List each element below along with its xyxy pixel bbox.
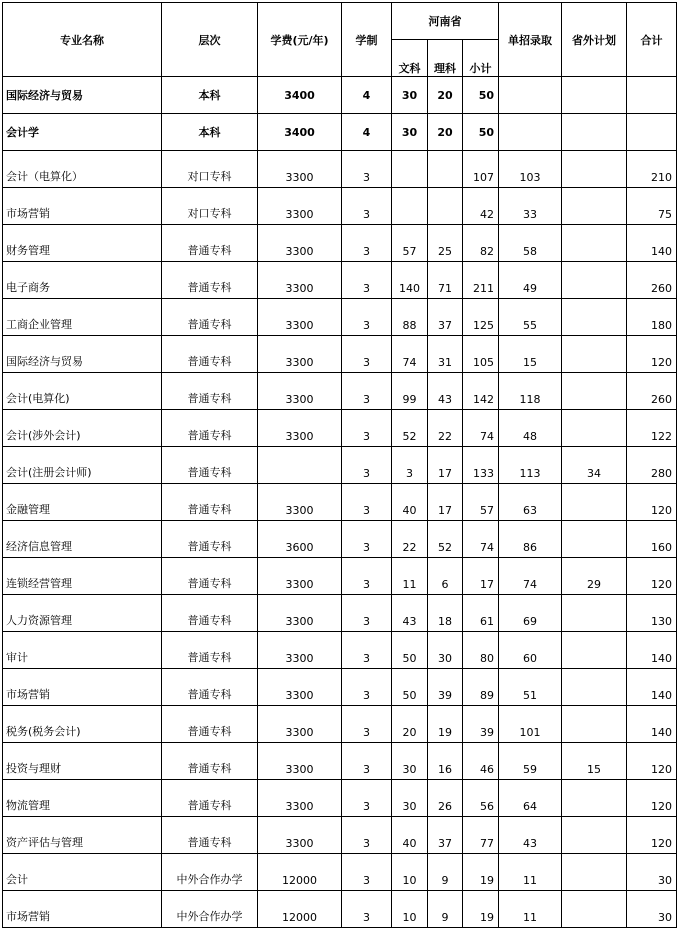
cell-science: 18 [428, 595, 463, 632]
cell-single: 69 [499, 595, 562, 632]
cell-fee: 3400 [258, 114, 342, 151]
table-body [3, 77, 677, 928]
cell-level: 普通专科 [162, 262, 258, 299]
table-row [3, 595, 677, 632]
table-row [3, 521, 677, 558]
cell-level: 普通专科 [162, 632, 258, 669]
header-subtotal: 小计 [463, 40, 499, 77]
cell-fee: 3300 [258, 410, 342, 447]
table-row [3, 743, 677, 780]
table-row [3, 484, 677, 521]
table-row [3, 299, 677, 336]
cell-fee: 3300 [258, 225, 342, 262]
cell-major: 会计(涉外会计) [3, 410, 162, 447]
cell-single: 11 [499, 891, 562, 928]
cell-single: 60 [499, 632, 562, 669]
table-row [3, 447, 677, 484]
cell-science: 37 [428, 817, 463, 854]
cell-single: 55 [499, 299, 562, 336]
table-row [3, 336, 677, 373]
cell-level: 普通专科 [162, 299, 258, 336]
cell-total: 280 [627, 447, 677, 484]
cell-major: 会计(注册会计师) [3, 447, 162, 484]
cell-total: 30 [627, 891, 677, 928]
header-arts: 文科 [392, 40, 428, 77]
cell-single: 101 [499, 706, 562, 743]
cell-subtotal: 50 [463, 77, 499, 114]
cell-subtotal: 77 [463, 817, 499, 854]
header-total: 合计 [627, 3, 677, 77]
cell-fee: 3300 [258, 188, 342, 225]
cell-subtotal: 50 [463, 114, 499, 151]
cell-out-province [562, 706, 627, 743]
cell-major: 会计（电算化） [3, 151, 162, 188]
cell-level: 普通专科 [162, 558, 258, 595]
cell-total: 122 [627, 410, 677, 447]
table-row [3, 706, 677, 743]
cell-subtotal: 42 [463, 188, 499, 225]
cell-single: 51 [499, 669, 562, 706]
cell-science: 9 [428, 891, 463, 928]
cell-out-province [562, 188, 627, 225]
cell-out-province [562, 632, 627, 669]
cell-fee: 3300 [258, 595, 342, 632]
table-row [3, 410, 677, 447]
cell-major: 国际经济与贸易 [3, 77, 162, 114]
cell-fee [258, 447, 342, 484]
cell-subtotal: 57 [463, 484, 499, 521]
cell-science: 52 [428, 521, 463, 558]
cell-arts: 10 [392, 854, 428, 891]
table-row [3, 151, 677, 188]
cell-out-province [562, 595, 627, 632]
cell-subtotal: 61 [463, 595, 499, 632]
cell-out-province [562, 151, 627, 188]
cell-out-province [562, 410, 627, 447]
cell-years: 3 [342, 151, 392, 188]
cell-science: 6 [428, 558, 463, 595]
cell-major: 国际经济与贸易 [3, 336, 162, 373]
cell-science: 43 [428, 373, 463, 410]
cell-science: 39 [428, 669, 463, 706]
cell-out-province [562, 336, 627, 373]
table-row [3, 817, 677, 854]
cell-single: 63 [499, 484, 562, 521]
cell-years: 3 [342, 373, 392, 410]
cell-total: 160 [627, 521, 677, 558]
cell-total: 260 [627, 262, 677, 299]
cell-total: 140 [627, 225, 677, 262]
table-row [3, 77, 677, 114]
cell-out-province: 29 [562, 558, 627, 595]
cell-major: 人力资源管理 [3, 595, 162, 632]
cell-years: 3 [342, 447, 392, 484]
cell-major: 电子商务 [3, 262, 162, 299]
cell-science: 22 [428, 410, 463, 447]
cell-single: 11 [499, 854, 562, 891]
cell-years: 3 [342, 521, 392, 558]
cell-years: 3 [342, 410, 392, 447]
cell-total [627, 114, 677, 151]
cell-science: 71 [428, 262, 463, 299]
cell-science: 16 [428, 743, 463, 780]
cell-single: 74 [499, 558, 562, 595]
cell-single: 15 [499, 336, 562, 373]
cell-total: 130 [627, 595, 677, 632]
cell-level: 中外合作办学 [162, 854, 258, 891]
cell-out-province [562, 817, 627, 854]
cell-out-province [562, 891, 627, 928]
cell-arts: 43 [392, 595, 428, 632]
cell-years: 3 [342, 225, 392, 262]
cell-arts: 10 [392, 891, 428, 928]
cell-major: 金融管理 [3, 484, 162, 521]
cell-total: 120 [627, 743, 677, 780]
cell-science: 17 [428, 484, 463, 521]
table-row [3, 114, 677, 151]
cell-fee: 3300 [258, 669, 342, 706]
table-row [3, 558, 677, 595]
table-row [3, 262, 677, 299]
cell-arts: 30 [392, 743, 428, 780]
cell-total: 180 [627, 299, 677, 336]
cell-subtotal: 133 [463, 447, 499, 484]
header-fee: 学费(元/年) [258, 3, 342, 77]
cell-total: 30 [627, 854, 677, 891]
cell-out-province: 15 [562, 743, 627, 780]
cell-level: 本科 [162, 77, 258, 114]
cell-fee: 12000 [258, 854, 342, 891]
cell-years: 3 [342, 780, 392, 817]
cell-subtotal: 74 [463, 410, 499, 447]
cell-total: 120 [627, 484, 677, 521]
cell-single [499, 77, 562, 114]
cell-out-province [562, 669, 627, 706]
cell-major: 连锁经营管理 [3, 558, 162, 595]
cell-out-province [562, 373, 627, 410]
cell-years: 3 [342, 854, 392, 891]
cell-years: 4 [342, 77, 392, 114]
cell-arts: 30 [392, 77, 428, 114]
cell-out-province [562, 225, 627, 262]
header-single: 单招录取 [499, 3, 562, 77]
cell-science: 17 [428, 447, 463, 484]
cell-total [627, 77, 677, 114]
cell-major: 审计 [3, 632, 162, 669]
cell-out-province [562, 521, 627, 558]
table-row [3, 188, 677, 225]
table-row [3, 780, 677, 817]
cell-years: 3 [342, 336, 392, 373]
cell-out-province [562, 299, 627, 336]
cell-level: 本科 [162, 114, 258, 151]
header-out-province: 省外计划 [562, 3, 627, 77]
header-science: 理科 [428, 40, 463, 77]
cell-out-province [562, 77, 627, 114]
cell-science: 31 [428, 336, 463, 373]
table-row [3, 854, 677, 891]
cell-level: 普通专科 [162, 225, 258, 262]
cell-level: 普通专科 [162, 706, 258, 743]
cell-science: 25 [428, 225, 463, 262]
cell-fee: 3300 [258, 299, 342, 336]
cell-arts: 52 [392, 410, 428, 447]
cell-single: 48 [499, 410, 562, 447]
cell-arts: 88 [392, 299, 428, 336]
cell-arts: 140 [392, 262, 428, 299]
cell-level: 普通专科 [162, 521, 258, 558]
cell-level: 普通专科 [162, 817, 258, 854]
cell-out-province: 34 [562, 447, 627, 484]
cell-arts: 11 [392, 558, 428, 595]
header-years: 学制 [342, 3, 392, 77]
cell-level: 对口专科 [162, 151, 258, 188]
cell-years: 3 [342, 558, 392, 595]
cell-years: 3 [342, 706, 392, 743]
cell-total: 260 [627, 373, 677, 410]
table-row [3, 891, 677, 928]
cell-out-province [562, 780, 627, 817]
cell-major: 市场营销 [3, 669, 162, 706]
cell-subtotal: 19 [463, 891, 499, 928]
cell-major: 投资与理财 [3, 743, 162, 780]
cell-major: 会计(电算化) [3, 373, 162, 410]
cell-major: 经济信息管理 [3, 521, 162, 558]
cell-arts: 30 [392, 780, 428, 817]
cell-single: 64 [499, 780, 562, 817]
cell-arts [392, 188, 428, 225]
cell-total: 210 [627, 151, 677, 188]
cell-level: 普通专科 [162, 669, 258, 706]
cell-out-province [562, 262, 627, 299]
cell-fee: 12000 [258, 891, 342, 928]
cell-arts: 30 [392, 114, 428, 151]
cell-total: 120 [627, 780, 677, 817]
cell-fee: 3300 [258, 262, 342, 299]
cell-fee: 3300 [258, 706, 342, 743]
cell-subtotal: 107 [463, 151, 499, 188]
cell-years: 3 [342, 891, 392, 928]
cell-years: 3 [342, 632, 392, 669]
cell-major: 市场营销 [3, 891, 162, 928]
cell-total: 120 [627, 817, 677, 854]
cell-years: 3 [342, 669, 392, 706]
cell-arts: 40 [392, 817, 428, 854]
cell-subtotal: 211 [463, 262, 499, 299]
cell-single: 113 [499, 447, 562, 484]
cell-major: 物流管理 [3, 780, 162, 817]
cell-total: 120 [627, 336, 677, 373]
cell-arts: 20 [392, 706, 428, 743]
cell-years: 3 [342, 743, 392, 780]
cell-subtotal: 56 [463, 780, 499, 817]
cell-years: 4 [342, 114, 392, 151]
cell-major: 市场营销 [3, 188, 162, 225]
cell-arts: 22 [392, 521, 428, 558]
cell-science: 30 [428, 632, 463, 669]
table-row [3, 669, 677, 706]
cell-arts [392, 151, 428, 188]
cell-major: 会计 [3, 854, 162, 891]
cell-subtotal: 142 [463, 373, 499, 410]
cell-fee: 3300 [258, 780, 342, 817]
cell-out-province [562, 114, 627, 151]
cell-major: 财务管理 [3, 225, 162, 262]
cell-years: 3 [342, 299, 392, 336]
cell-major: 资产评估与管理 [3, 817, 162, 854]
cell-subtotal: 105 [463, 336, 499, 373]
cell-single: 103 [499, 151, 562, 188]
cell-arts: 3 [392, 447, 428, 484]
cell-major: 会计学 [3, 114, 162, 151]
cell-arts: 57 [392, 225, 428, 262]
cell-single: 86 [499, 521, 562, 558]
cell-subtotal: 89 [463, 669, 499, 706]
header-province: 河南省 [392, 3, 499, 40]
cell-total: 140 [627, 632, 677, 669]
cell-subtotal: 82 [463, 225, 499, 262]
cell-major: 税务(税务会计) [3, 706, 162, 743]
cell-level: 普通专科 [162, 743, 258, 780]
cell-fee: 3300 [258, 373, 342, 410]
cell-arts: 99 [392, 373, 428, 410]
cell-subtotal: 74 [463, 521, 499, 558]
cell-subtotal: 125 [463, 299, 499, 336]
cell-single: 58 [499, 225, 562, 262]
header-level: 层次 [162, 3, 258, 77]
cell-subtotal: 19 [463, 854, 499, 891]
cell-total: 120 [627, 558, 677, 595]
cell-level: 普通专科 [162, 447, 258, 484]
cell-single: 33 [499, 188, 562, 225]
enrollment-plan-table [2, 2, 677, 928]
cell-arts: 40 [392, 484, 428, 521]
cell-level: 普通专科 [162, 484, 258, 521]
cell-fee: 3300 [258, 743, 342, 780]
cell-science: 9 [428, 854, 463, 891]
cell-fee: 3300 [258, 484, 342, 521]
header-major: 专业名称 [3, 3, 162, 77]
cell-years: 3 [342, 817, 392, 854]
cell-level: 普通专科 [162, 336, 258, 373]
cell-fee: 3300 [258, 632, 342, 669]
cell-out-province [562, 484, 627, 521]
cell-single: 43 [499, 817, 562, 854]
table-row [3, 632, 677, 669]
cell-years: 3 [342, 595, 392, 632]
cell-fee: 3600 [258, 521, 342, 558]
cell-subtotal: 17 [463, 558, 499, 595]
cell-arts: 74 [392, 336, 428, 373]
cell-fee: 3300 [258, 151, 342, 188]
cell-level: 中外合作办学 [162, 891, 258, 928]
cell-total: 75 [627, 188, 677, 225]
table-row [3, 225, 677, 262]
cell-arts: 50 [392, 632, 428, 669]
cell-single: 59 [499, 743, 562, 780]
cell-science [428, 151, 463, 188]
cell-out-province [562, 854, 627, 891]
cell-fee: 3300 [258, 817, 342, 854]
cell-level: 普通专科 [162, 595, 258, 632]
cell-years: 3 [342, 262, 392, 299]
cell-major: 工商企业管理 [3, 299, 162, 336]
table-row [3, 373, 677, 410]
cell-single [499, 114, 562, 151]
cell-years: 3 [342, 484, 392, 521]
cell-level: 对口专科 [162, 188, 258, 225]
cell-level: 普通专科 [162, 410, 258, 447]
cell-science: 26 [428, 780, 463, 817]
cell-fee: 3300 [258, 336, 342, 373]
cell-subtotal: 80 [463, 632, 499, 669]
cell-single: 118 [499, 373, 562, 410]
cell-arts: 50 [392, 669, 428, 706]
cell-level: 普通专科 [162, 780, 258, 817]
cell-science [428, 188, 463, 225]
cell-fee: 3400 [258, 77, 342, 114]
cell-science: 20 [428, 114, 463, 151]
cell-science: 37 [428, 299, 463, 336]
cell-level: 普通专科 [162, 373, 258, 410]
cell-fee: 3300 [258, 558, 342, 595]
cell-science: 19 [428, 706, 463, 743]
cell-science: 20 [428, 77, 463, 114]
cell-single: 49 [499, 262, 562, 299]
cell-subtotal: 39 [463, 706, 499, 743]
cell-total: 140 [627, 669, 677, 706]
cell-total: 140 [627, 706, 677, 743]
cell-subtotal: 46 [463, 743, 499, 780]
cell-years: 3 [342, 188, 392, 225]
